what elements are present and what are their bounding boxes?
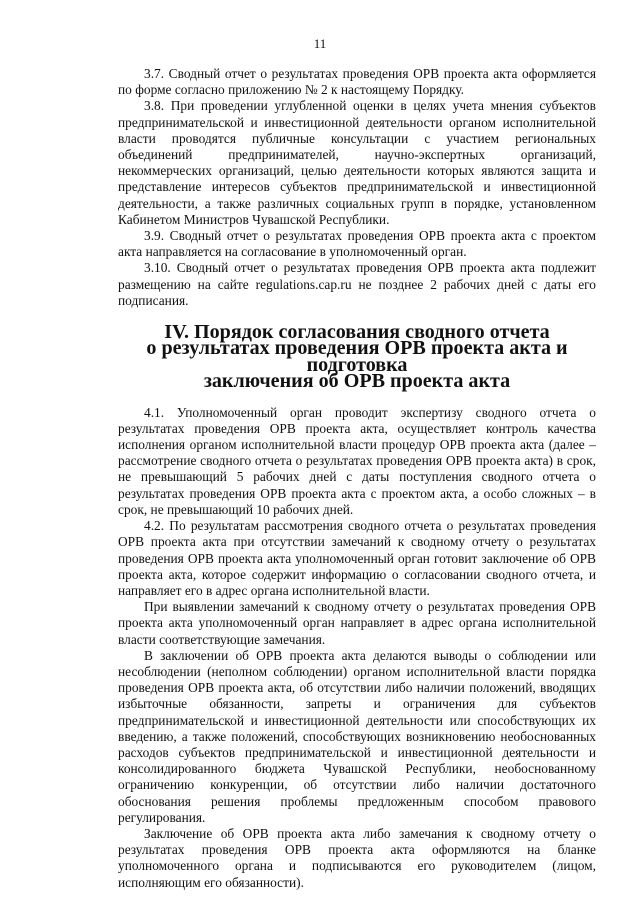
paragraph-3-7: 3.7. Сводный отчет о результатах проведения ОРВ проекта акта оформляется по форме согласно приложению № 2 к настоящему Порядку. — [118, 66, 596, 98]
section-heading-line-2: о результатах проведения ОРВ проекта акта и подготовка — [146, 337, 568, 376]
paragraph-3-10: 3.10. Сводный отчет о результатах проведения ОРВ проекта акта подлежит размещению на сайте regulations.cap.ru не позднее 2 рабочих дней с даты его подписания. — [118, 260, 596, 308]
section-heading — [118, 321, 596, 393]
section-heading-line-1: IV. Порядок согласования сводного отчета — [164, 321, 550, 344]
paragraph-conclusion-form: Заключение об ОРВ проекта акта либо замечания к сводному отчету о результатах проведения ОРВ проекта акта оформляются на бланке уполномоченного органа и подписываются его руководителем (лицом, исполняющим его обязанности). — [118, 825, 596, 890]
paragraph-remarks: При выявлении замечаний к сводному отчету о результатах проведения ОРВ проекта акта уполномоченный орган направляет в адрес органа исполнительной власти соответствующие замечания. — [118, 599, 596, 647]
paragraph-4-2: 4.2. По результатам рассмотрения сводного отчета о результатах проведения ОРВ проекта акта при отсутствии замечаний к сводному отчету о результатах проведения ОРВ проекта акта уполномоченный орган готовит заключение об ОРВ проекта акта, которое содержит информацию о согласовании сводного отчета, и направляет его в адрес органа исполнительной власти. — [118, 518, 596, 598]
document-body — [118, 66, 596, 891]
page-number: 11 — [313, 36, 327, 51]
paragraph-conclusion-content: В заключении об ОРВ проекта акта делаются выводы о соблюдении или несоблюдении (неполном соблюдении) органом исполнительной власти порядка проведения ОРВ проекта акта, об отсутствии либо наличии положений, вводящих избыточные обязанности, запреты и ограничения для субъектов предпринимательской и инвестиционной деятельности или способствующих их введению, а также положений, способствующих возникновению необоснованных расходов субъектов предпринимательской и инвестиционной деятельности и консолидированного бюджета Чувашской Республики, необоснованному ограничению конкуренции, об отсутствии либо наличии достаточного обоснования решения проблемы предложенным способом правового регулирования. — [118, 647, 596, 825]
paragraph-3-8: 3.8. При проведении углубленной оценки в целях учета мнения субъектов предпринимательской и инвестиционной деятельности органом исполнительной власти проводятся публичные консультации с участием региональных объединений предпринимателей, научно-экспертных организаций, некоммерческих организаций, целью деятельности которых являются защита и представление интересов субъектов предпринимательской и инвестиционной деятельности, а также различных социальных групп в порядке, установленном Кабинетом Министров Чувашской Республики. — [118, 98, 596, 227]
paragraph-4-1: 4.1. Уполномоченный орган проводит экспертизу сводного отчета о результатах проведения ОРВ проекта акта, осуществляет контроль качества исполнения органом исполнительной власти процедур ОРВ проекта акта (далее – рассмотрение сводного отчета о результатах проведения ОРВ проекта акта) в срок, не превышающий 5 рабочих дней с даты поступления сводного отчета о результатах проведения ОРВ проекта акта с проектом акта, а особо сложных – в срок, не превышающий 10 рабочих дней. — [118, 404, 596, 517]
section-heading-line-3: заключения об ОРВ проекта акта — [203, 370, 511, 393]
paragraph-3-9: 3.9. Сводный отчет о результатах проведения ОРВ проекта акта с проектом акта направляется на согласование в уполномоченный орган. — [118, 228, 596, 260]
